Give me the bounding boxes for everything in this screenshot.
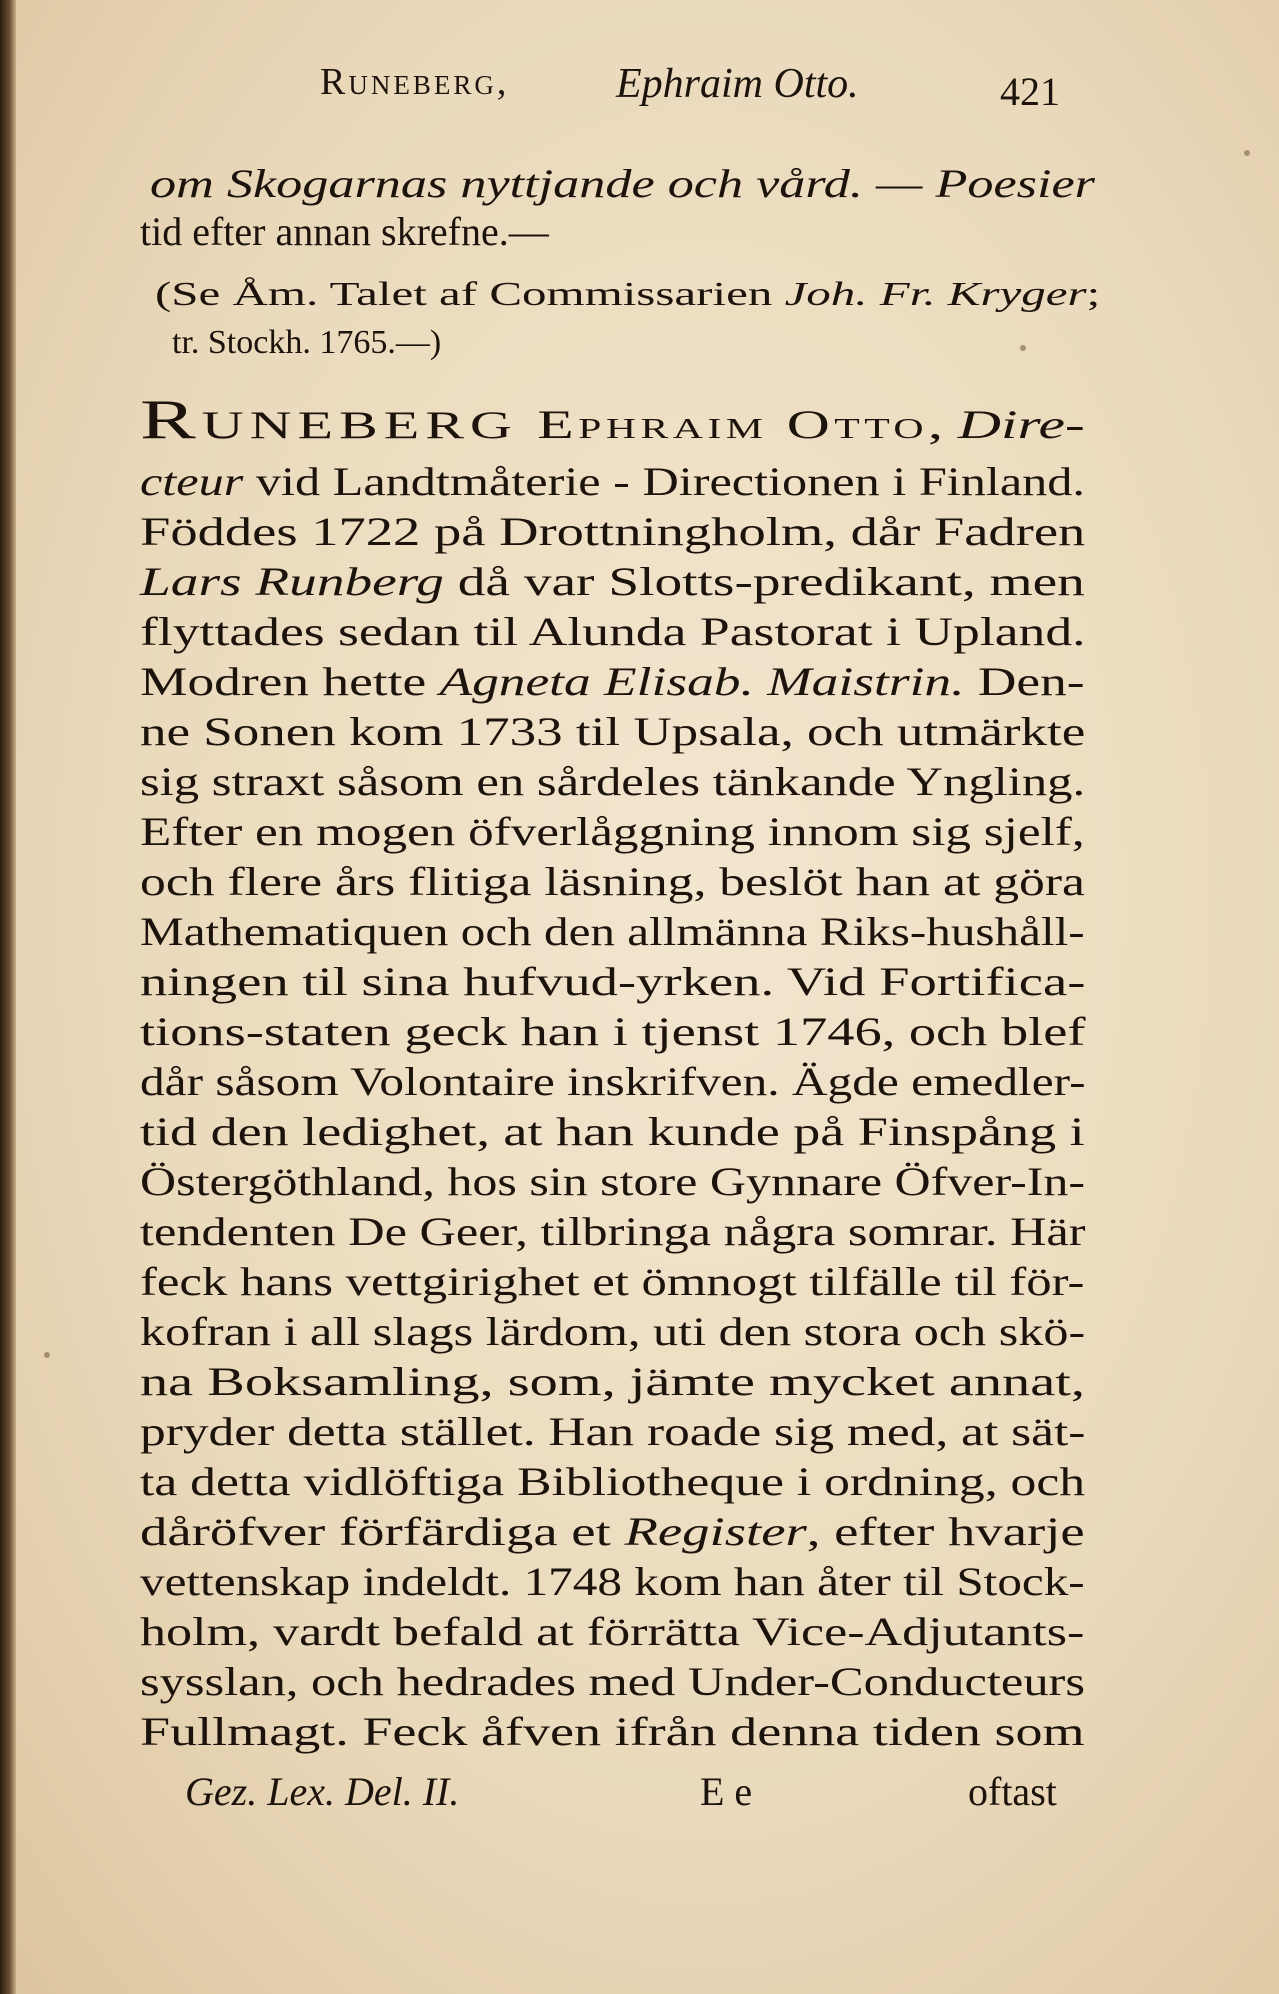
text-line — [140, 1158, 1085, 1206]
text-run: sig straxt såsom en sårdeles tänkande Yngling. — [140, 759, 1086, 804]
text-run: flyttades sedan til Alunda Pastorat i Upland. — [140, 609, 1086, 654]
paper-speck — [44, 1352, 50, 1358]
text-run: Ephraim Otto — [517, 402, 929, 447]
text-line — [140, 608, 1086, 656]
text-run: om Skogarnas nyttjande och vård. — Poesier — [150, 161, 1095, 206]
text-run: Den- — [964, 659, 1085, 704]
text-run: vettenskap indeldt. 1748 kom han åter til Stock- — [140, 1559, 1085, 1604]
text-run: ta detta vidlöftiga Bibliotheque i ordning, och — [140, 1459, 1086, 1504]
text-line — [140, 1458, 1085, 1506]
text-run: sysslan, och hedrades med Under-Conducteurs — [140, 1659, 1086, 1704]
text-line — [140, 1658, 1085, 1706]
text-line — [140, 1008, 1086, 1056]
paper-speck — [1020, 345, 1026, 351]
text-run: ne Sonen kom 1733 til Upsala, och utmärkte — [140, 709, 1086, 754]
text-line — [140, 1508, 1085, 1556]
text-run: feck hans vettgirighet et ömnogt tilfälle til för- — [140, 1259, 1085, 1304]
text-line — [140, 389, 1085, 451]
text-run: då var Slotts-predikant, men — [443, 559, 1085, 604]
catchword: oftast — [968, 1769, 1057, 1814]
text-run: tendenten De Geer, tilbringa några somrar. Här — [140, 1209, 1086, 1254]
paper-speck — [1244, 150, 1250, 156]
text-line — [140, 808, 1085, 856]
text-line — [150, 160, 1095, 208]
text-run: , — [928, 402, 958, 447]
text-run: holm, vardt befald at förrätta Vice-Adjutants- — [140, 1609, 1085, 1654]
text-line — [140, 1108, 1085, 1156]
text-run: Dire- — [957, 402, 1085, 447]
text-line — [140, 558, 1085, 606]
text-line — [140, 458, 1085, 506]
text-run: Modren hette — [140, 659, 440, 704]
text-run: na Boksamling, som, jämte mycket annat, — [140, 1359, 1085, 1404]
text-run: , efter hvarje — [806, 1509, 1085, 1554]
text-line — [140, 1308, 1085, 1356]
text-run: tid efter annan skrefne.— — [140, 209, 549, 254]
text-run: vid Landtmåterie - Directionen i Finland. — [243, 459, 1085, 504]
text-run: Östergöthland, hos sin store Gynnare Öfver-In- — [140, 1159, 1086, 1204]
text-line — [140, 1258, 1084, 1306]
signature-mark: Gez. Lex. Del. II. — [185, 1769, 460, 1814]
text-line — [172, 316, 441, 367]
text-run: (Se Åm. Talet af Commissarien — [155, 276, 785, 313]
text-line — [140, 1408, 1085, 1456]
text-run: Agneta Elisab. Maistrin. — [439, 659, 965, 704]
text-run: tr. Stockh. 1765.—) — [172, 324, 442, 361]
text-run: ningen til sina hufvud-yrken. Vid Fortifica- — [140, 959, 1086, 1004]
text-run: Runeberg — [140, 389, 518, 451]
text-line — [140, 1558, 1085, 1606]
text-line — [140, 508, 1085, 556]
text-run: cteur — [140, 459, 244, 504]
text-run: Mathematiquen och den allmänna Riks-hushåll- — [140, 909, 1085, 954]
header-given-names: Ephraim Otto. — [616, 61, 859, 107]
text-line — [140, 958, 1085, 1006]
text-line — [140, 908, 1085, 956]
text-run: dåröfver förfärdiga et — [140, 1509, 625, 1554]
text-run: tid den ledighet, at han kunde på Finspång i — [140, 1109, 1085, 1154]
text-run: Register — [624, 1509, 807, 1554]
text-line — [155, 268, 1100, 319]
text-line — [140, 708, 1085, 756]
text-line — [140, 758, 1085, 806]
text-run: Föddes 1722 på Drottningholm, dår Fadren — [140, 509, 1086, 554]
text-line — [140, 658, 1085, 706]
text-line — [140, 858, 1085, 906]
text-line — [140, 208, 549, 256]
text-line — [140, 1608, 1084, 1656]
page-number: 421 — [1000, 69, 1060, 114]
text-run: Efter en mogen öfverlåggning innom sig sjelf, — [140, 809, 1085, 854]
header-surname: Runeberg, — [320, 61, 510, 103]
running-header — [320, 52, 1100, 122]
text-run: pryder detta stället. Han roade sig med, at sät- — [140, 1409, 1086, 1454]
text-line — [140, 1708, 1085, 1756]
text-run: dår såsom Volontaire inskrifven. Ägde emedler- — [140, 1059, 1086, 1104]
text-run: Lars Runberg — [140, 559, 444, 604]
text-run: ; — [1086, 276, 1101, 313]
text-run: tions-staten geck han i tjenst 1746, och blef — [140, 1009, 1086, 1054]
text-run: kofran i all slags lärdom, uti den stora och skö- — [140, 1309, 1086, 1354]
sheet-mark: E e — [700, 1769, 753, 1814]
text-line — [140, 1208, 1086, 1256]
text-run: och flere års flitiga läsning, beslöt han at göra — [140, 859, 1085, 904]
text-run: Joh. Fr. Kryger — [784, 276, 1087, 313]
text-line — [140, 1058, 1086, 1106]
text-line — [140, 1358, 1085, 1406]
text-run: Fullmagt. Feck åfven ifrån denna tiden som — [140, 1709, 1085, 1754]
binding-gutter — [0, 0, 16, 1994]
